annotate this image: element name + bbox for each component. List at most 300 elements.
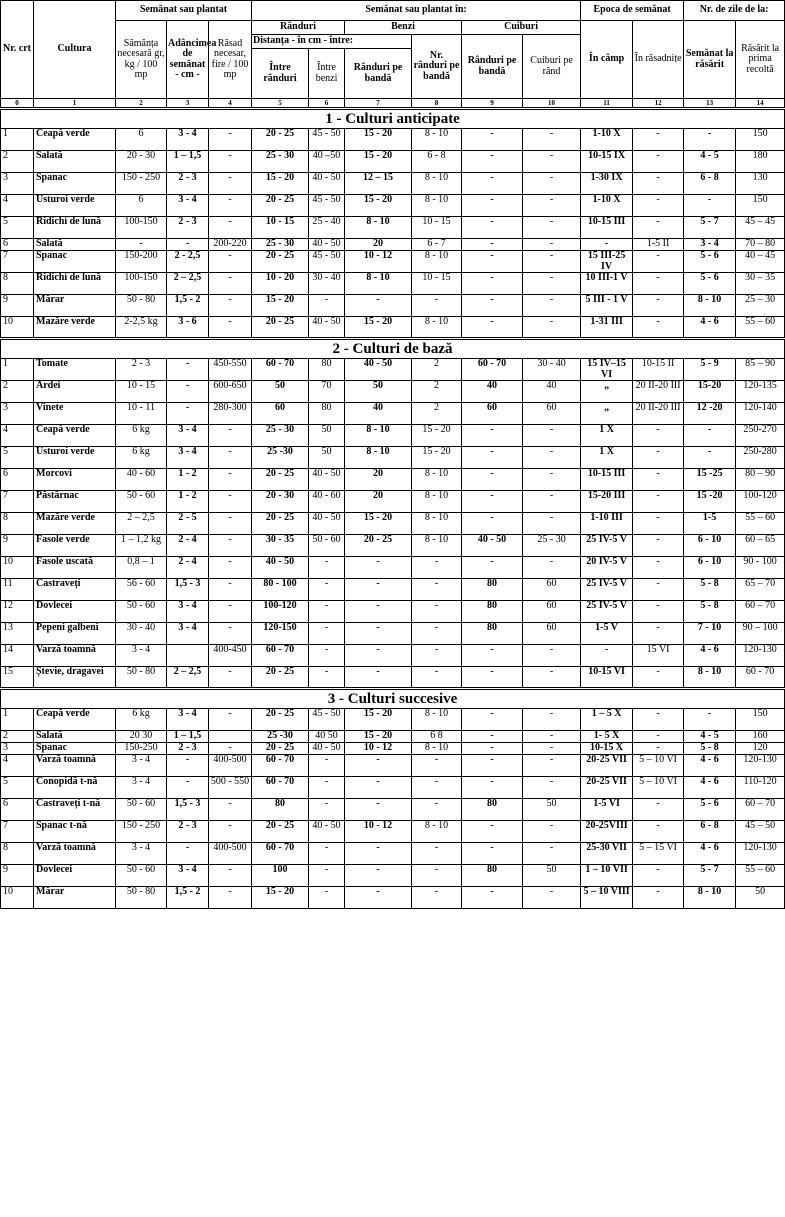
column-number-row	[1, 99, 785, 109]
table-cell: 400-500	[209, 843, 252, 865]
table-cell: 15 - 20	[345, 317, 412, 339]
row-number: 8	[1, 273, 34, 295]
table-cell: -	[684, 709, 736, 731]
table-cell: 2 – 2,5	[167, 273, 209, 295]
table-cell: 80	[309, 359, 345, 381]
header-group-nr-zile: Nr. de zile de la:	[684, 1, 785, 21]
table-cell: -	[209, 251, 252, 273]
table-cell: -	[523, 317, 581, 339]
column-number: 14	[736, 99, 785, 109]
crop-name: Castraveți	[34, 579, 116, 601]
table-cell: 20 - 25	[252, 251, 309, 273]
table-cell: -	[523, 469, 581, 491]
table-cell: 85 – 90	[736, 359, 785, 381]
column-number: 10	[523, 99, 581, 109]
table-cell: -	[412, 601, 462, 623]
table-cell: 5 - 8	[684, 743, 736, 755]
table-cell: -	[309, 579, 345, 601]
table-cell: 40 - 50	[309, 821, 345, 843]
table-row	[1, 535, 785, 557]
row-number: 7	[1, 821, 34, 843]
table-cell: -	[523, 557, 581, 579]
table-cell: 60 – 70	[736, 799, 785, 821]
table-cell: 70	[309, 381, 345, 403]
table-cell: 200-220	[209, 239, 252, 251]
table-cell: 1-5 II	[633, 239, 684, 251]
table-cell: 50 - 60	[309, 535, 345, 557]
table-cell: 10-15 VI	[581, 667, 633, 689]
table-cell: 20	[345, 239, 412, 251]
table-cell: 55 – 60	[736, 513, 785, 535]
table-cell: -	[209, 425, 252, 447]
table-cell: 40	[462, 381, 523, 403]
table-cell: 10-15 III	[581, 469, 633, 491]
table-cell: 30 – 35	[736, 273, 785, 295]
row-number: 7	[1, 251, 34, 273]
crop-name: Morcovi	[34, 469, 116, 491]
table-cell: -	[633, 887, 684, 909]
table-cell: -	[462, 129, 523, 151]
row-number: 2	[1, 731, 34, 743]
table-cell: 45 - 50	[309, 129, 345, 151]
table-cell: 20-25 VII	[581, 755, 633, 777]
row-number: 4	[1, 755, 34, 777]
table-row	[1, 469, 785, 491]
section-header	[1, 109, 785, 129]
header-col10: Cuiburi pe rând	[523, 35, 581, 99]
table-cell: 1 – 1,2 kg	[116, 535, 167, 557]
table-body	[1, 109, 785, 909]
crop-name: Ceapă verde	[34, 425, 116, 447]
row-number: 3	[1, 403, 34, 425]
crop-name: Fasole verde	[34, 535, 116, 557]
table-cell: -	[633, 173, 684, 195]
crop-name: Mazăre verde	[34, 513, 116, 535]
table-cell: -	[633, 513, 684, 535]
table-row	[1, 425, 785, 447]
table-cell: 1,5 - 2	[167, 295, 209, 317]
table-cell: 5 - 6	[684, 273, 736, 295]
table-cell: -	[209, 173, 252, 195]
table-cell: -	[309, 557, 345, 579]
table-cell: 60 - 70	[252, 843, 309, 865]
header-cultura: Cultura	[34, 1, 116, 99]
column-number: 11	[581, 99, 633, 109]
table-row	[1, 381, 785, 403]
table-row	[1, 447, 785, 469]
table-cell: 10 - 15	[252, 217, 309, 239]
table-cell: 15-20 III	[581, 491, 633, 513]
table-cell: -	[633, 743, 684, 755]
table-cell: 40 - 50	[309, 743, 345, 755]
row-number: 15	[1, 667, 34, 689]
row-number: 6	[1, 239, 34, 251]
crop-name: Mărar	[34, 887, 116, 909]
table-cell: 60	[523, 403, 581, 425]
table-cell: 2 – 2,5	[116, 513, 167, 535]
table-cell: 25 - 30	[252, 151, 309, 173]
table-cell: 2-2,5 kg	[116, 317, 167, 339]
table-cell: 45 – 50	[736, 821, 785, 843]
table-cell: -	[462, 557, 523, 579]
table-row	[1, 359, 785, 381]
table-cell: -	[209, 217, 252, 239]
table-cell: 8 - 10	[345, 273, 412, 295]
table-cell: -	[309, 623, 345, 645]
table-cell: -	[633, 129, 684, 151]
table-cell: 1-10 X	[581, 129, 633, 151]
table-cell: -	[309, 843, 345, 865]
table-cell: -	[412, 557, 462, 579]
table-cell: 80 – 90	[736, 469, 785, 491]
table-cell: 50 - 60	[116, 799, 167, 821]
table-cell: 20-25 VII	[581, 777, 633, 799]
table-cell: 20 30	[116, 731, 167, 743]
table-cell: -	[209, 601, 252, 623]
table-cell: -	[523, 743, 581, 755]
table-cell: -	[523, 843, 581, 865]
table-cell: 60 - 70	[462, 359, 523, 381]
header-col5: Între rânduri	[252, 49, 309, 99]
crop-name: Castraveți t-nă	[34, 799, 116, 821]
table-cell: -	[523, 195, 581, 217]
table-cell: 1 – 5 X	[581, 709, 633, 731]
header-col9: Rânduri pe bandă	[462, 35, 523, 99]
table-cell: -	[523, 645, 581, 667]
table-cell: 4 - 5	[684, 151, 736, 173]
row-number: 10	[1, 887, 34, 909]
table-cell: 20 II-20 III	[633, 403, 684, 425]
table-cell: 1-31 III	[581, 317, 633, 339]
table-cell: 6 8	[412, 731, 462, 743]
table-cell: -	[633, 709, 684, 731]
table-cell: 100-120	[252, 601, 309, 623]
table-cell: -	[345, 645, 412, 667]
table-cell: 60 - 70	[252, 359, 309, 381]
table-cell: 100-150	[116, 273, 167, 295]
table-cell: 60 – 65	[736, 535, 785, 557]
table-cell: 1,5 - 3	[167, 799, 209, 821]
table-cell: -	[684, 195, 736, 217]
table-cell: -	[462, 887, 523, 909]
table-cell: 50 - 80	[116, 667, 167, 689]
table-cell: -	[116, 239, 167, 251]
table-cell: 2 - 3	[167, 173, 209, 195]
table-cell: -	[633, 731, 684, 743]
header-cuiburi: Cuiburi	[462, 21, 581, 35]
table-cell: 20 - 25	[252, 667, 309, 689]
row-number: 5	[1, 447, 34, 469]
table-cell: -	[462, 295, 523, 317]
table-cell: 8 - 10	[684, 667, 736, 689]
table-cell: 25 - 30	[252, 425, 309, 447]
table-cell: 10 III-1 V	[581, 273, 633, 295]
table-cell	[209, 731, 252, 743]
table-cell: 50	[252, 381, 309, 403]
table-row	[1, 645, 785, 667]
table-cell: -	[345, 667, 412, 689]
table-cell: 5 - 8	[684, 579, 736, 601]
table-cell: -	[345, 623, 412, 645]
table-cell: -	[633, 251, 684, 273]
table-cell: 150 - 250	[116, 821, 167, 843]
crop-name: Salată	[34, 151, 116, 173]
table-cell: -	[412, 843, 462, 865]
table-cell: 60	[252, 403, 309, 425]
header-col12: În răsadnițe	[633, 21, 684, 99]
table-cell: 8 - 10	[345, 217, 412, 239]
table-cell: 6 - 10	[684, 557, 736, 579]
table-cell: -	[345, 887, 412, 909]
crop-name: Ștevie, dragavei	[34, 667, 116, 689]
table-cell: -	[309, 887, 345, 909]
crop-name: Varză toamnă	[34, 755, 116, 777]
table-cell: -	[633, 865, 684, 887]
table-cell: 90 – 100	[736, 623, 785, 645]
table-cell: 8 - 10	[412, 129, 462, 151]
table-cell: -	[209, 535, 252, 557]
crop-name: Ridichi de lună	[34, 273, 116, 295]
crop-name: Dovlecei	[34, 601, 116, 623]
table-cell: 10-15 X	[581, 743, 633, 755]
table-cell: -	[345, 295, 412, 317]
table-cell: -	[167, 381, 209, 403]
crop-name: Usturoi verde	[34, 195, 116, 217]
crop-name: Mazăre verde	[34, 317, 116, 339]
table-cell: 50 - 60	[116, 491, 167, 513]
table-cell: -	[167, 359, 209, 381]
column-number: 4	[209, 99, 252, 109]
table-cell: -	[523, 709, 581, 731]
table-cell: -	[345, 843, 412, 865]
row-number: 4	[1, 425, 34, 447]
crop-name: Vinete	[34, 403, 116, 425]
table-cell: -	[412, 799, 462, 821]
table-cell: 4 - 6	[684, 777, 736, 799]
table-cell: 55 – 60	[736, 317, 785, 339]
row-number: 7	[1, 491, 34, 513]
header-col13: Semănat la răsărit	[684, 21, 736, 99]
table-cell: 1- 5 X	[581, 731, 633, 743]
table-cell: 40 –50	[309, 151, 345, 173]
header-col6: Între benzi	[309, 49, 345, 99]
table-cell: -	[633, 425, 684, 447]
table-cell: 40 - 50	[309, 317, 345, 339]
table-cell: 2 - 3	[167, 821, 209, 843]
table-cell: 20 - 25	[252, 317, 309, 339]
table-cell: 5 – 10 VI	[633, 777, 684, 799]
table-cell: 12 – 15	[345, 173, 412, 195]
table-cell: 1-30 IX	[581, 173, 633, 195]
table-cell: -	[462, 251, 523, 273]
table-cell: 0,8 – 1	[116, 557, 167, 579]
table-cell: -	[309, 601, 345, 623]
table-cell: 5 - 8	[684, 601, 736, 623]
table-cell: 15 -25	[684, 469, 736, 491]
table-cell: 5 – 15 VI	[633, 843, 684, 865]
table-cell: -	[209, 557, 252, 579]
table-cell: -	[412, 887, 462, 909]
table-cell: 150-200	[116, 251, 167, 273]
row-number: 8	[1, 513, 34, 535]
table-cell: -	[462, 425, 523, 447]
table-cell: 8 - 10	[412, 535, 462, 557]
crop-name: Spanac	[34, 173, 116, 195]
table-cell: -	[462, 151, 523, 173]
table-row	[1, 151, 785, 173]
table-cell: 2	[412, 381, 462, 403]
table-cell: 55 – 60	[736, 865, 785, 887]
row-number: 9	[1, 865, 34, 887]
table-cell: 2 - 3	[167, 217, 209, 239]
table-cell: 20	[345, 469, 412, 491]
table-cell: 15 - 20	[345, 151, 412, 173]
table-cell: 3 - 4	[167, 623, 209, 645]
table-cell: 8 - 10	[412, 173, 462, 195]
table-cell: -	[523, 447, 581, 469]
table-cell: 120-130	[736, 843, 785, 865]
table-cell: 20 - 30	[116, 151, 167, 173]
table-cell: -	[523, 731, 581, 743]
table-cell: 150	[736, 709, 785, 731]
column-number: 7	[345, 99, 412, 109]
crop-name: Păstârnac	[34, 491, 116, 513]
table-cell: 1-5 V	[581, 623, 633, 645]
table-row	[1, 623, 785, 645]
table-cell: 10 - 15	[412, 273, 462, 295]
row-number: 9	[1, 295, 34, 317]
table-cell: -	[523, 173, 581, 195]
table-cell: -	[209, 447, 252, 469]
row-number: 11	[1, 579, 34, 601]
table-cell: 15-20	[684, 381, 736, 403]
table-cell: -	[209, 195, 252, 217]
table-cell: 250-270	[736, 425, 785, 447]
table-cell: -	[167, 239, 209, 251]
column-number: 6	[309, 99, 345, 109]
table-cell: -	[523, 777, 581, 799]
table-cell: 45 - 50	[309, 195, 345, 217]
table-cell: 50	[345, 381, 412, 403]
table-cell: 130	[736, 173, 785, 195]
table-cell: 8 - 10	[412, 251, 462, 273]
table-cell: -	[684, 447, 736, 469]
table-cell: -	[209, 295, 252, 317]
table-cell: 1 X	[581, 425, 633, 447]
table-cell: 60 - 70	[736, 667, 785, 689]
table-cell: 50 - 60	[116, 865, 167, 887]
row-number: 6	[1, 469, 34, 491]
table-cell: -	[209, 151, 252, 173]
section-header	[1, 339, 785, 359]
table-cell: -	[412, 645, 462, 667]
table-row	[1, 513, 785, 535]
table-cell: 10 - 12	[345, 743, 412, 755]
table-cell: -	[209, 709, 252, 731]
table-cell: 6 - 8	[412, 151, 462, 173]
row-number: 14	[1, 645, 34, 667]
table-cell: -	[462, 645, 523, 667]
table-cell: -	[462, 709, 523, 731]
table-cell: 60 - 70	[252, 777, 309, 799]
table-cell: 20 - 25	[252, 709, 309, 731]
table-cell: 10 - 12	[345, 821, 412, 843]
row-number: 8	[1, 843, 34, 865]
table-cell: -	[523, 295, 581, 317]
table-cell: 80	[309, 403, 345, 425]
table-cell: -	[462, 743, 523, 755]
column-number: 1	[34, 99, 116, 109]
table-cell: 1-5	[684, 513, 736, 535]
table-cell: 20 - 30	[252, 491, 309, 513]
table-cell: -	[309, 667, 345, 689]
table-cell: -	[633, 151, 684, 173]
table-cell: 7 - 10	[684, 623, 736, 645]
table-cell: -	[412, 295, 462, 317]
table-cell: -	[633, 821, 684, 843]
table-cell: 20 - 25	[252, 513, 309, 535]
table-cell: 15 - 20	[345, 195, 412, 217]
table-cell: 2 - 5	[167, 513, 209, 535]
table-cell: -	[633, 491, 684, 513]
table-cell: 3 - 4	[116, 777, 167, 799]
table-cell: 8 - 10	[412, 709, 462, 731]
table-cell: 20 IV-5 V	[581, 557, 633, 579]
table-row	[1, 755, 785, 777]
table-cell: 15 - 20	[252, 295, 309, 317]
table-cell: -	[462, 217, 523, 239]
table-cell: -	[462, 469, 523, 491]
table-cell: 500 - 550	[209, 777, 252, 799]
table-cell: 5 - 6	[684, 799, 736, 821]
table-cell: 2	[412, 403, 462, 425]
table-cell: -	[633, 579, 684, 601]
table-cell: 15 III-25 IV	[581, 251, 633, 273]
table-row	[1, 821, 785, 843]
header-col2: Sămânța necesară gr, kg / 100 mp	[116, 21, 167, 99]
crop-name: Dovlecei	[34, 865, 116, 887]
table-cell: 10 - 15	[412, 217, 462, 239]
table-cell: 15 - 20	[252, 173, 309, 195]
table-cell: 110-120	[736, 777, 785, 799]
crop-name: Conopidă t-nă	[34, 777, 116, 799]
table-cell: 60	[462, 403, 523, 425]
table-cell: 3 - 6	[167, 317, 209, 339]
table-cell: 120-130	[736, 645, 785, 667]
row-number: 12	[1, 601, 34, 623]
table-cell: 180	[736, 151, 785, 173]
table-cell: -	[633, 557, 684, 579]
row-number: 2	[1, 381, 34, 403]
crop-name: Fasole uscată	[34, 557, 116, 579]
table-cell: 15 -20	[684, 491, 736, 513]
table-cell: 6 - 10	[684, 535, 736, 557]
row-number: 13	[1, 623, 34, 645]
table-cell: 20 - 25	[252, 469, 309, 491]
table-cell: 10 - 12	[345, 251, 412, 273]
table-cell: 15 - 20	[345, 129, 412, 151]
table-cell: 25 IV-5 V	[581, 535, 633, 557]
table-cell: -	[209, 623, 252, 645]
table-cell: 8 - 10	[412, 317, 462, 339]
table-cell: 3 - 4	[167, 447, 209, 469]
table-cell: -	[462, 317, 523, 339]
crop-name: Spanac t-nă	[34, 821, 116, 843]
crop-name: Salată	[34, 239, 116, 251]
table-cell: -	[523, 151, 581, 173]
table-cell: 40	[345, 403, 412, 425]
table-cell: -	[581, 239, 633, 251]
